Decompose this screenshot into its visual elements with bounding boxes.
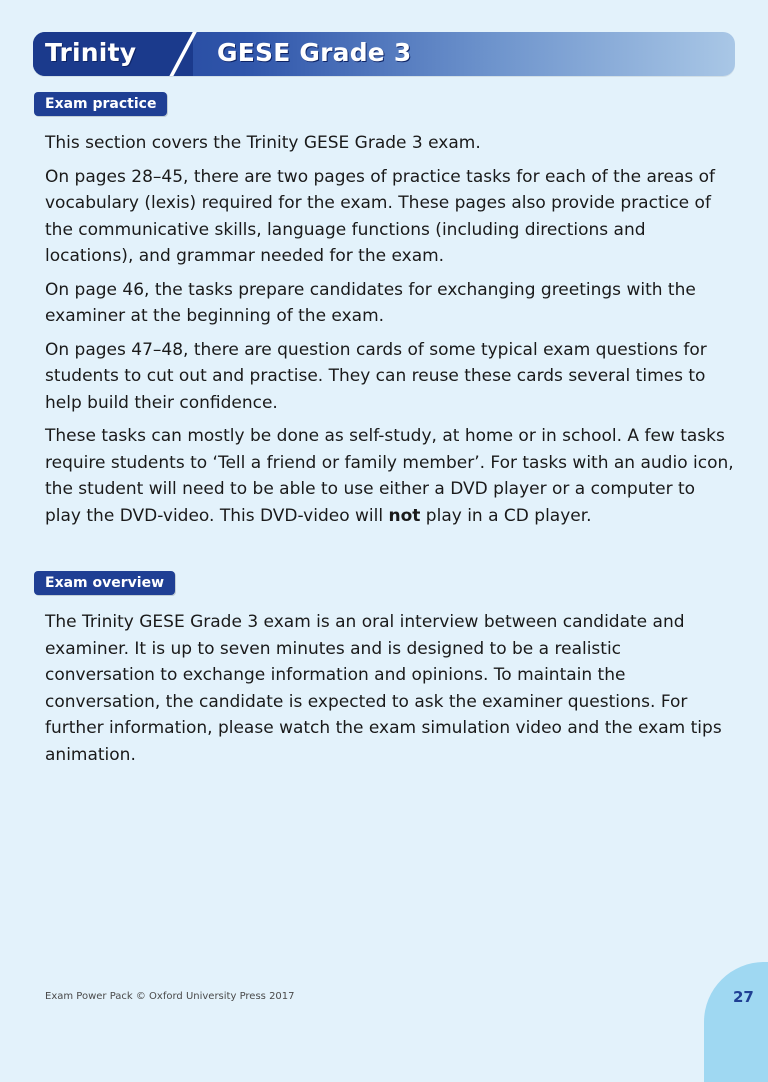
paragraph: This section covers the Trinity GESE Grade 3 exam. (45, 133, 481, 153)
exam-practice-body (45, 130, 735, 536)
paragraph: On page 46, the tasks prepare candidates for exchanging greetings with the examiner at the beginning of the exam. (45, 279, 696, 326)
exam-overview-body (45, 609, 735, 775)
section-label-exam-overview: Exam overview (34, 571, 175, 595)
paragraph-text: play in a CD player. (420, 505, 592, 526)
page-number: 27 (733, 988, 754, 1006)
paragraph: On pages 47–48, there are question cards of some typical exam questions for students to cut out and practise. They can reuse these cards several times to help build their confidence. (45, 339, 707, 413)
paragraph: The Trinity GESE Grade 3 exam is an oral interview between candidate and examiner. It is up to seven minutes and is designed to be a realistic conversation to exchange information and opinions. To maintain the conversation, the candidate is expected to ask the examiner questions. For further information, please watch the exam simulation video and the exam tips animation. (45, 612, 722, 765)
paragraph-text: These tasks can mostly be done as self-study, at home or in school. A few tasks require students to ‘Tell a friend or family member’. For tasks with an audio icon, the student will need to be able to use either a DVD player or a computer to play the DVD-video. This DVD-video will (45, 426, 734, 526)
emphasis-text: not (388, 505, 421, 526)
page-corner-tab (704, 962, 768, 1082)
brand-name: Trinity (45, 38, 137, 67)
header-banner (33, 32, 735, 76)
paragraph: On pages 28–45, there are two pages of practice tasks for each of the areas of vocabulary (lexis) required for the exam. These pages also provide practice of the communicative skills, language functions (including directions and locations), and grammar needed for the exam. (45, 166, 716, 266)
paragraph (45, 423, 735, 529)
page-title: GESE Grade 3 (217, 38, 412, 67)
footer-copyright: Exam Power Pack © Oxford University Press 2017 (45, 991, 295, 1002)
section-label-exam-practice: Exam practice (34, 92, 167, 116)
